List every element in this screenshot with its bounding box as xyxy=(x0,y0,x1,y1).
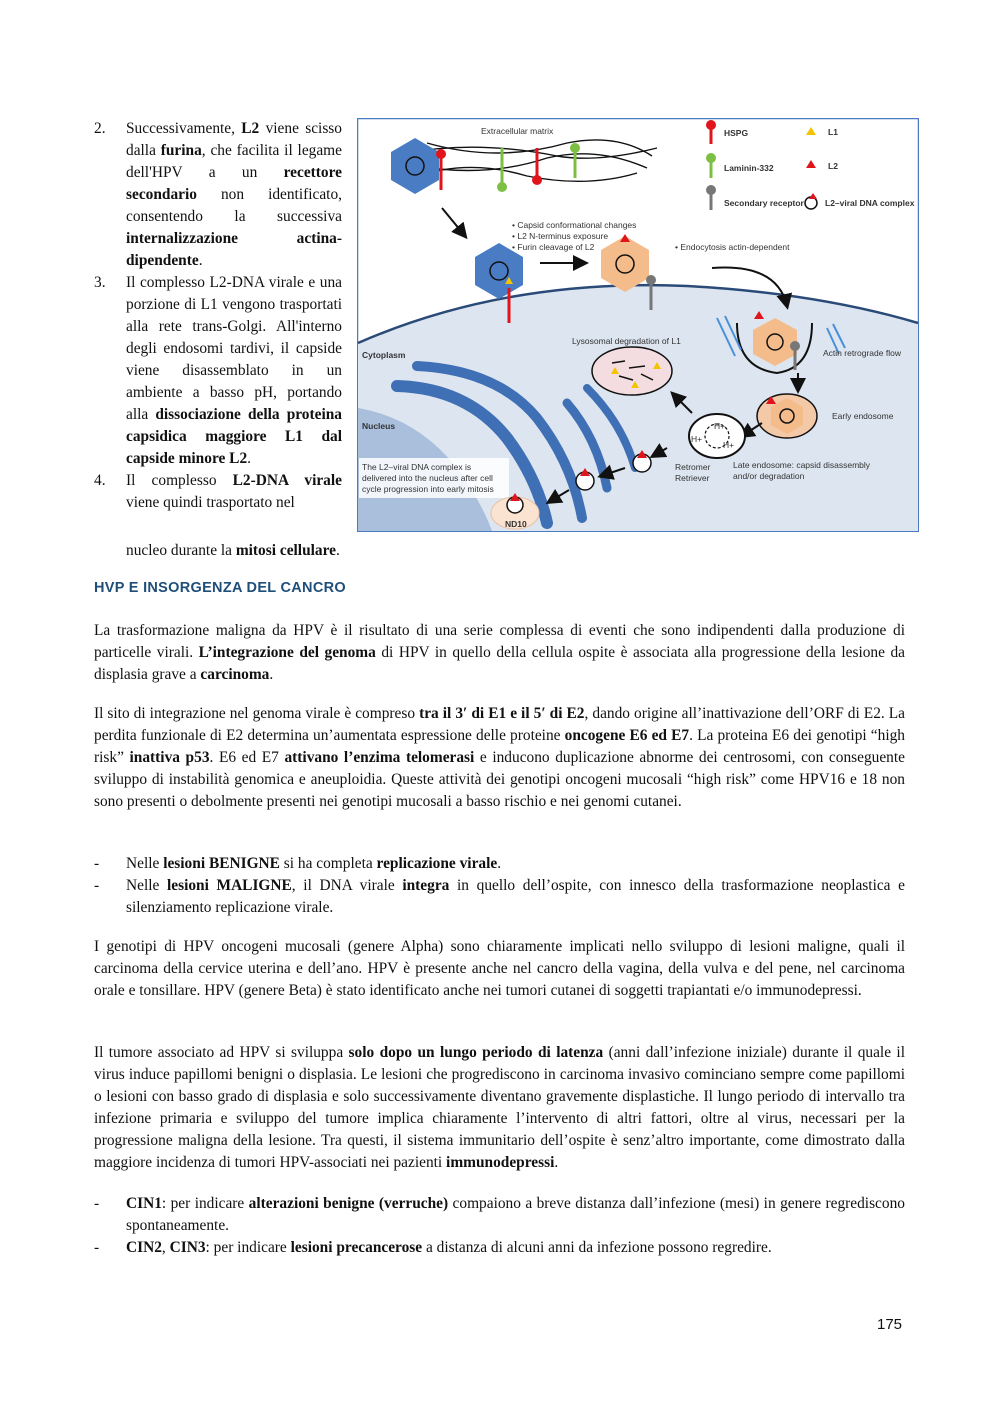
list-number: 2. xyxy=(94,120,106,137)
list-number: 4. xyxy=(94,472,106,489)
dash-item-benign xyxy=(94,853,905,875)
label-h-plus: H+ xyxy=(691,434,703,444)
legend-l2: L2 xyxy=(828,161,838,171)
text-run: . E6 ed E7 xyxy=(209,749,285,766)
nucleus-note-line: cycle progression into early mitosis xyxy=(362,484,494,494)
text-run: Il complesso L2-DNA virale e una porzione di L1 vengono trasportati alla rete trans-Golgi. All'interno degli endosomi tardivi, il capside viene disassemblato in un ambiente a basso pH, portando alla xyxy=(126,274,342,423)
text-run: Il complesso xyxy=(126,472,233,489)
section-heading: HVP E INSORGENZA DEL CANCRO xyxy=(94,580,346,596)
bold-text: carcinoma xyxy=(200,666,270,683)
label-nd10: ND10 xyxy=(505,519,527,529)
text-run: , che facilita il legame dell'HPV a un xyxy=(126,142,342,181)
text-run: La trasformazione maligna da HPV è il risultato di una serie complessa di eventi che sono indipendenti dalla produzione di particelle virali. xyxy=(94,622,905,661)
bold-text: lesioni BENIGNE xyxy=(163,855,280,872)
dash-bullet: - xyxy=(94,855,100,872)
text-run: . La proteina E6 dei genotipi “high risk” xyxy=(94,727,906,766)
text-run: . xyxy=(554,1154,559,1171)
bold-text: replicazione virale xyxy=(376,855,498,872)
label-lysosomal: Lysosomal degradation of L1 xyxy=(572,336,681,346)
bold-text: integra xyxy=(402,877,450,894)
bold-text: L’integrazione del genoma xyxy=(198,644,376,661)
text-run: nucleo durante la xyxy=(126,542,236,559)
page-number: 175 xyxy=(877,1316,903,1333)
text-run: , xyxy=(161,1239,170,1256)
label-endocytosis: • Endocytosis actin-dependent xyxy=(675,242,790,252)
dash-bullet: - xyxy=(94,1239,100,1256)
paragraph-1 xyxy=(94,620,905,686)
label-late-endosome: Late endosome: capsid disassembly xyxy=(733,460,871,470)
text-run: , il DNA virale xyxy=(291,877,403,894)
text-run: viene scisso dalla xyxy=(126,120,342,159)
bold-text: CIN1 xyxy=(126,1195,162,1212)
text-run: (anni dall’infezione iniziale) durante il quale il virus induce papillomi benigni o displasia. Le lesioni che progrediscono in carcinoma invasivo cominciano sempre come papillomi o lesioni con basso grado di displasia e solo successivamente diventano gravemente displastiche. Il lungo periodo di intervallo tra infezione primaria e sviluppo del tumore implica chiaramente l’intervento di altri fattori, oltre al virus, necessari per la progressione maligna della lesione. Tra questi, il sistema immunitario dell’ospite è senz’altro importante, come dimostrato dalla maggiore incidenza di tumori HPV-associati nei pazienti xyxy=(94,1044,905,1171)
legend-complex: L2–viral DNA complex xyxy=(825,198,915,208)
text-run: . xyxy=(247,450,251,467)
bold-text: alterazioni benigne (verruche) xyxy=(248,1195,449,1212)
text-run: in quello dell’ospite, con innesco della trasformazione neoplastica e silenziamento replicazione virale. xyxy=(126,877,905,916)
bullet-text: • L2 N-terminus exposure xyxy=(512,231,609,241)
bold-text: CIN2 xyxy=(126,1239,162,1256)
text-run: : per indicare xyxy=(205,1239,291,1256)
text-run: Il sito di integrazione nel genoma virale è compreso xyxy=(94,705,420,722)
text-run: non identificato, consentendo la successiva xyxy=(126,186,342,225)
label-extracellular-matrix: Extracellular matrix xyxy=(481,126,554,136)
text-run: a distanza di alcuni anni da infezione possono regredire. xyxy=(422,1239,772,1256)
hpv-entry-figure xyxy=(357,118,919,532)
legend-secondary-receptor: Secondary receptor xyxy=(724,198,804,208)
dash-bullet: - xyxy=(94,1195,100,1212)
dash-item-malignant xyxy=(94,875,905,919)
bold-text: recettore secondario xyxy=(126,164,342,203)
text-run: . xyxy=(336,542,340,559)
list-item-4-tail xyxy=(126,540,340,562)
label-actin-flow: Actin retrograde flow xyxy=(823,348,901,358)
bold-text: tra il 3′ di E1 e il 5′ di E2 xyxy=(419,705,585,722)
text-run: : per indicare xyxy=(161,1195,249,1212)
text-run: si ha completa xyxy=(279,855,377,872)
text-run: compaiono a breve distanza dall’infezione (mesi) in genere regrediscono spontaneamente. xyxy=(126,1195,905,1234)
label-retriever: Retriever xyxy=(675,473,710,483)
bold-text: mitosi cellulare xyxy=(235,542,336,559)
bold-text: L2-DNA virale xyxy=(232,472,342,489)
legend-laminin: Laminin-332 xyxy=(724,163,774,173)
numbered-list xyxy=(94,118,342,514)
legend-l1: L1 xyxy=(828,127,838,137)
dash-item-cin1 xyxy=(94,1193,905,1237)
text-run: , dando origine all’inattivazione dell’ORF di E2. La perdita funzionale di E2 determina un’aumentata espressione delle proteine xyxy=(94,705,905,744)
bold-text: immunodepressi xyxy=(446,1154,555,1171)
paragraph-3: I genotipi di HPV oncogeni mucosali (genere Alpha) sono chiaramente implicati nello sviluppo di lesioni maligne, quali il carcinoma della cervice uterina e dell’ano. HPV è presente anche nel cancro della vagina, della vulva e del pene, nel carcinoma orale e tonsillare. HPV (genere Beta) è stato identificato anche nei tumori cutanei di soggetti trapiantati e/o immunodepressi. xyxy=(94,938,905,999)
text-run: Nelle xyxy=(126,877,167,894)
bold-text: internalizzazione actina-dipendente xyxy=(126,230,342,269)
list-item-2 xyxy=(94,118,342,272)
label-cytoplasm: Cytoplasm xyxy=(362,350,406,360)
text-run: e inducono duplicazione abnorme dei centrosomi, con conseguente sviluppo di instabilità genomica e aneuploidia. Queste attività dei genotipi oncogeni mucosali “high risk” come HPV16 e 18 non sono presenti o debolmente presenti nei genotipi mucosali a basso rischio e nei genomi cutanei. xyxy=(94,749,905,810)
bold-text: inattiva p53 xyxy=(129,749,210,766)
bold-text: dissociazione della proteina capsidica maggiore L1 dal capside minore L2 xyxy=(126,406,342,467)
bold-text: CIN3 xyxy=(169,1239,206,1256)
label-h-plus: H+ xyxy=(723,440,735,450)
text-run: Nelle xyxy=(126,855,164,872)
bold-text: lesioni precancerose xyxy=(290,1239,423,1256)
bold-text: oncogene E6 ed E7 xyxy=(564,727,690,744)
bold-text: lesioni MALIGNE xyxy=(166,877,292,894)
nucleus-note-line: delivered into the nucleus after cell xyxy=(362,473,493,483)
legend-hspg: HSPG xyxy=(724,128,749,138)
paragraph-4 xyxy=(94,1042,905,1174)
text-run: di HPV in quello della cellula ospite è associata alla progressione della lesione da displasia grave a xyxy=(94,644,906,683)
dash-bullet: - xyxy=(94,877,100,894)
text-run: . xyxy=(497,855,502,872)
label-early-endosome: Early endosome xyxy=(832,411,894,421)
text-run: Il tumore associato ad HPV si sviluppa xyxy=(94,1044,349,1061)
bold-text: attivano l’enzima telomerasi xyxy=(284,749,475,766)
bold-text: solo dopo un lungo periodo di latenza xyxy=(348,1044,604,1061)
label-late-endosome: and/or degradation xyxy=(733,471,805,481)
text-run: viene quindi trasportato nel xyxy=(126,494,295,511)
paragraph-2 xyxy=(94,703,905,813)
bold-text: furina xyxy=(160,142,202,159)
nucleus-note-line: The L2–viral DNA complex is xyxy=(362,462,472,472)
text-run: . xyxy=(269,666,274,683)
label-h-plus: H+ xyxy=(714,421,726,431)
text-run: Successivamente, xyxy=(126,120,242,137)
bullet-text: • Furin cleavage of L2 xyxy=(512,242,595,252)
dash-item-cin2-cin3 xyxy=(94,1237,905,1259)
list-item-4 xyxy=(94,470,342,514)
list-number: 3. xyxy=(94,274,106,291)
bullet-text: • Capsid conformational changes xyxy=(512,220,637,230)
label-nucleus: Nucleus xyxy=(362,421,396,431)
text-run: . xyxy=(198,252,203,269)
bold-text: L2 xyxy=(241,120,260,137)
label-retromer: Retromer xyxy=(675,462,711,472)
list-item-3 xyxy=(94,272,342,470)
